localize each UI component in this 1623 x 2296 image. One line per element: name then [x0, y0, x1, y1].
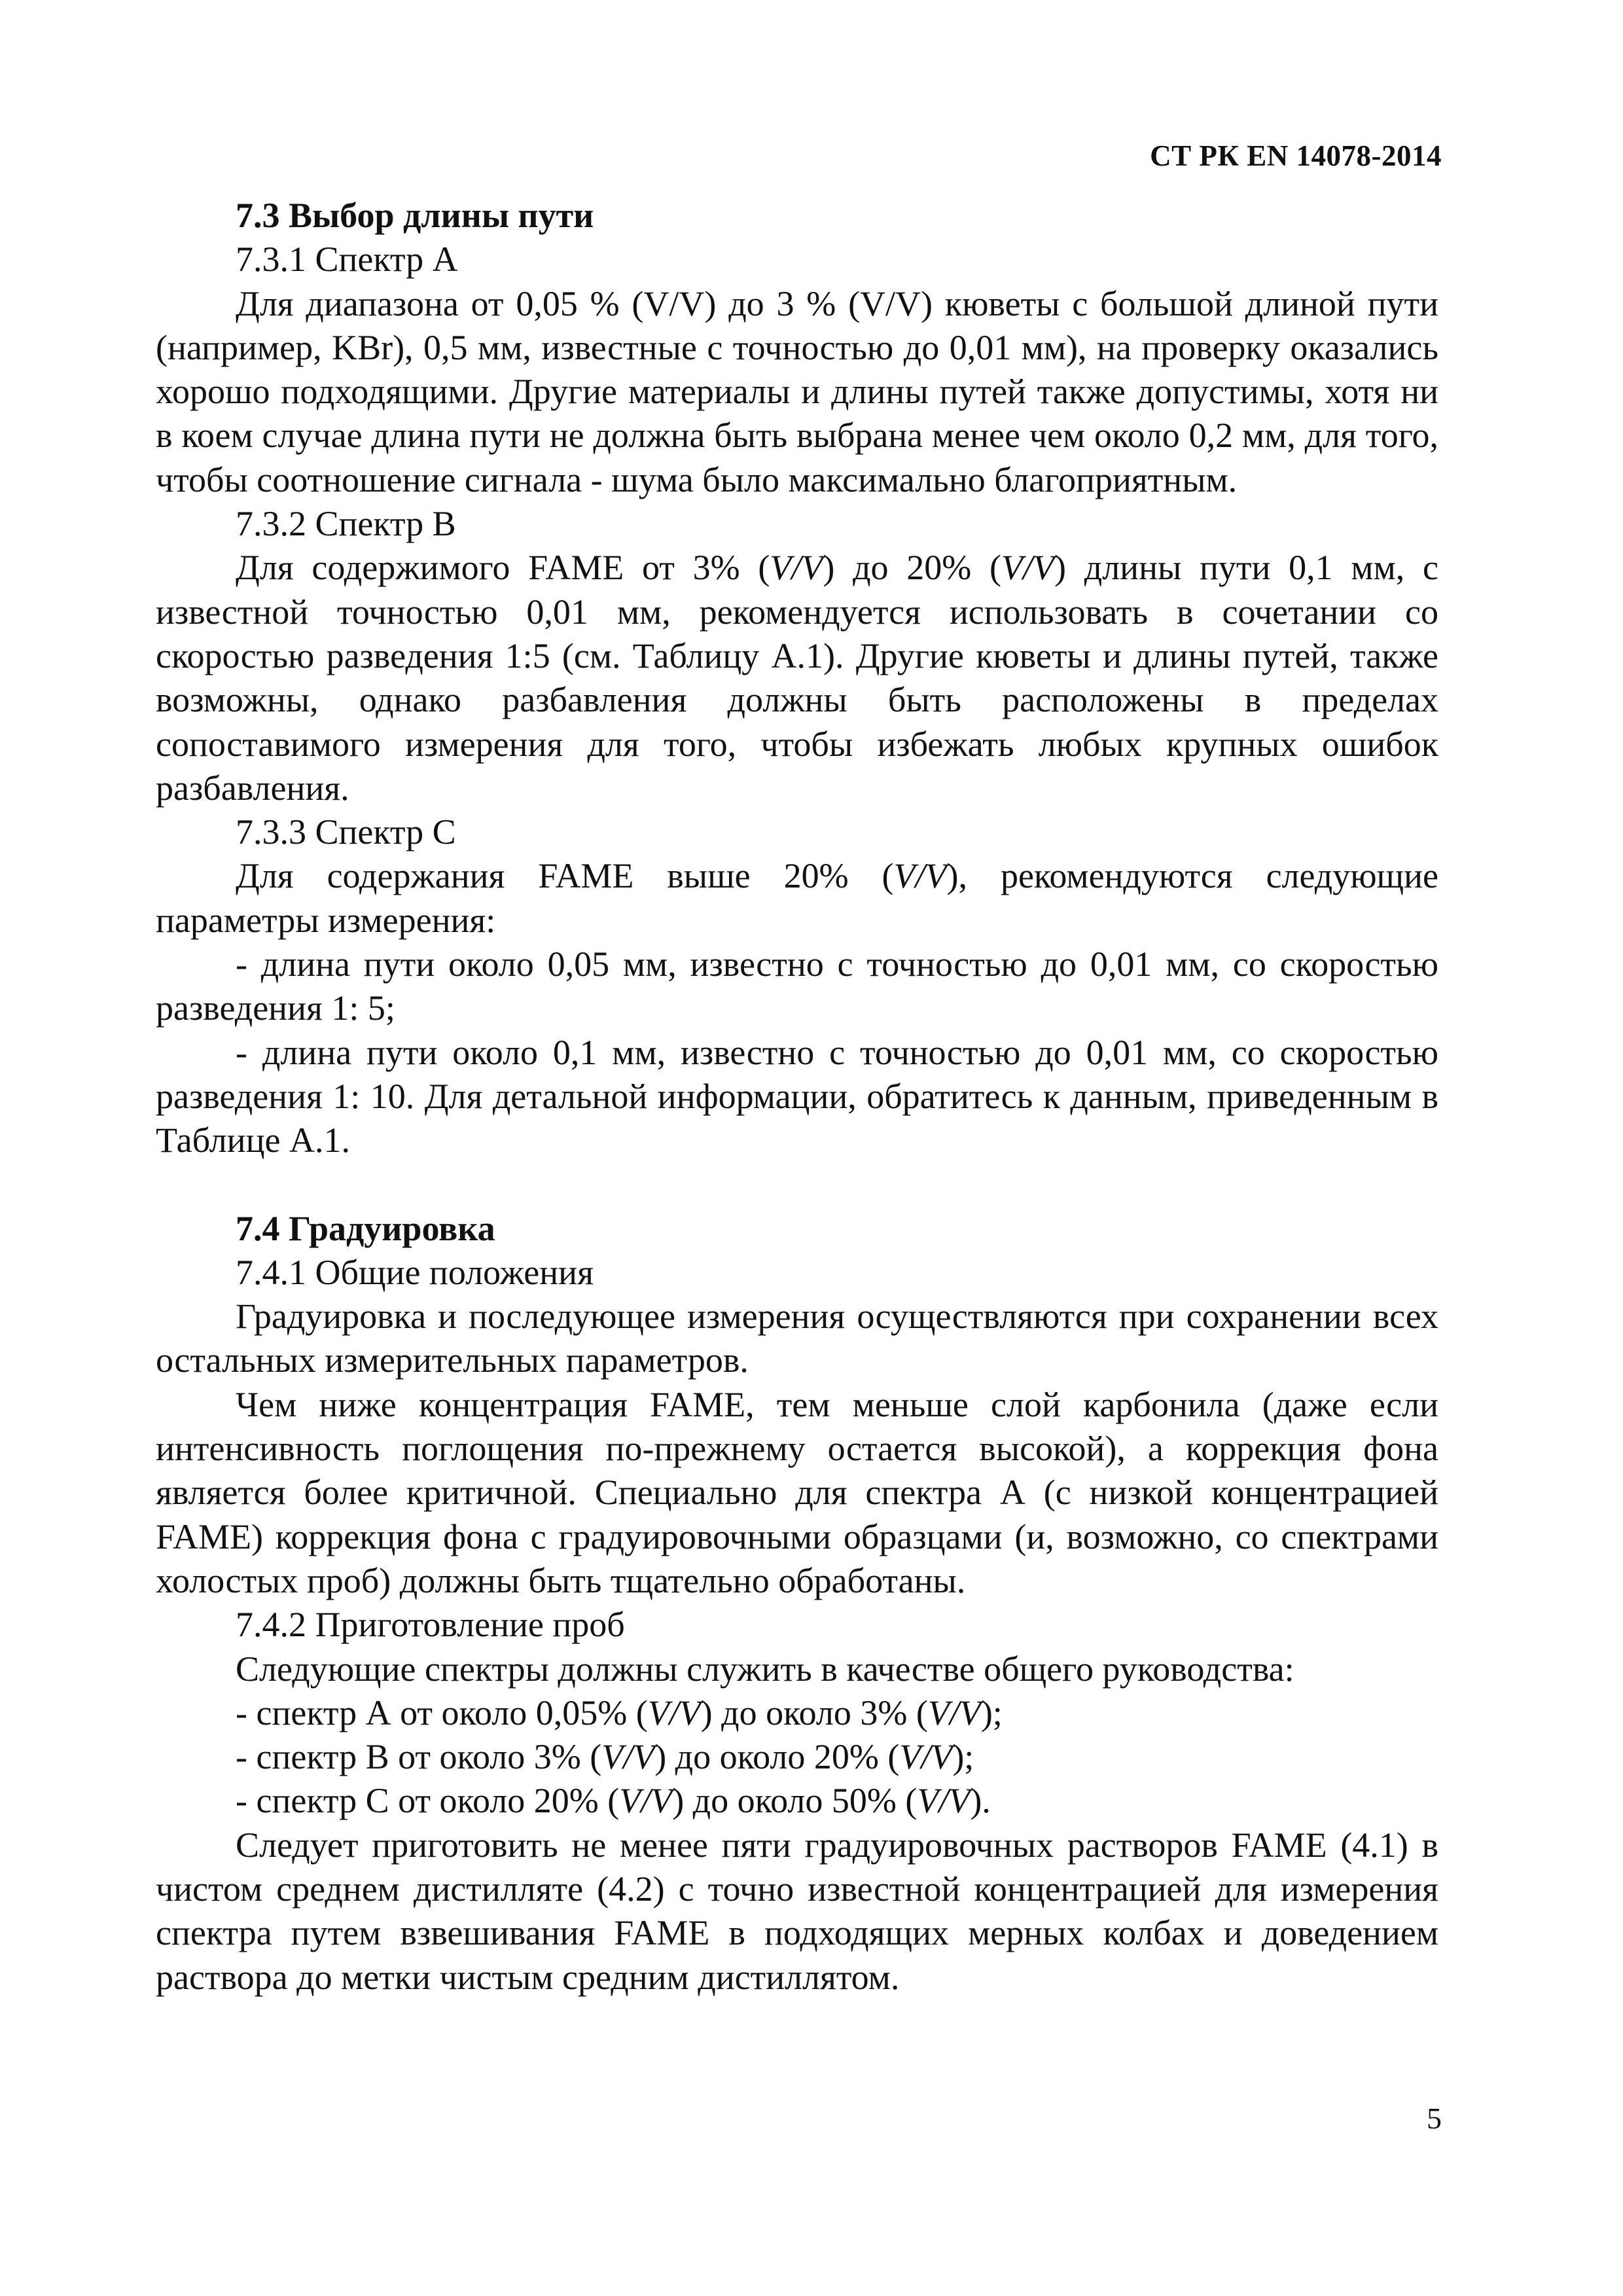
subsection-7-3-2-heading: 7.3.2 Спектр В — [236, 504, 456, 544]
preparation-list-item: - спектр С от около 20% (V/V) до около 50% (V/V). — [236, 1781, 991, 1821]
preparation-final-paragraph: Следует приготовить не менее пяти градуировочных растворов FAME (4.1) в чистом среднем дистилляте (4.2) с точно известной концентрацией для измерения спектра путем взвешивания FAME в подходящих мерных колбах и доведением раствора до метки чистым средним дистиллятом. — [156, 1825, 1438, 1997]
spectrum-b-paragraph: Для содержимого FAME от 3% (V/V) до 20% (V/V) длины пути 0,1 мм, с известной точностью 0,01 мм, рекомендуется использовать в сочетании со скоростью разведения 1:5 (см. Таблицу А.1). Другие кюветы и длины путей, также возможны, однако разбавления должны быть расположены в пределах сопоставимого измерения для того, чтобы избежать любых крупных ошибок разбавления. — [156, 548, 1439, 808]
spectrum-c-list-item: - длина пути около 0,05 мм, известно с точностью до 0,01 мм, со скоростью разведения 1: 5; — [156, 944, 1438, 1028]
preparation-list-item: - спектр А от около 0,05% (V/V) до около 3% (V/V); — [236, 1693, 1003, 1732]
section-7-3-heading: 7.3 Выбор длины пути — [236, 196, 594, 235]
preparation-list-item: - спектр В от около 3% (V/V) до около 20% (V/V); — [236, 1737, 974, 1777]
subsection-7-4-1-heading: 7.4.1 Общие положения — [236, 1252, 594, 1292]
page-number: 5 — [1427, 2102, 1442, 2135]
section-7-4-heading: 7.4 Градуировка — [236, 1208, 495, 1248]
spectrum-a-paragraph: Для диапазона от 0,05 % (V/V) до 3 % (V/V) кюветы с большой длиной пути (например, KBr), 0,5 мм, известные с точностью до 0,01 мм), на проверку оказались хорошо подходящими. Другие материалы и длины путей также допустимы, хотя ни в коем случае длина пути не должна быть выбрана менее чем около 0,2 мм, для того, чтобы соотношение сигнала - шума было максимально благоприятным. — [156, 283, 1438, 499]
subsection-7-4-2-heading: 7.4.2 Приготовление проб — [236, 1605, 625, 1645]
spectrum-c-list-item: - длина пути около 0,1 мм, известно с точностью до 0,01 мм, со скоростью разведения 1: 10. Для детальной информации, обратитесь к данным, приведенным в Таблице А.1. — [156, 1032, 1438, 1160]
general-paragraph-1: Градуировка и последующее измерения осуществляются при сохранении всех остальных измерительных параметров. — [156, 1297, 1438, 1380]
document-id-header: СТ РК EN 14078-2014 — [1150, 139, 1442, 172]
subsection-7-3-3-heading: 7.3.3 Спектр С — [236, 812, 456, 852]
subsection-7-3-1-heading: 7.3.1 Спектр А — [236, 240, 458, 279]
spectrum-c-paragraph: Для содержания FAME выше 20% (V/V), рекомендуются следующие параметры измерения: — [156, 856, 1438, 940]
section-spacer — [156, 1163, 1438, 1207]
general-paragraph-2: Чем ниже концентрация FAME, тем меньше слой карбонила (даже если интенсивность поглощения по-прежнему остается высокой), а коррекция фона является более критичной. Специально для спектра А (с низкой концентрацией FAME) коррекция фона с градуировочными образцами (и, возможно, со спектрами холостых проб) должны быть тщательно обработаны. — [156, 1384, 1438, 1600]
preparation-intro: Следующие спектры должны служить в качестве общего руководства: — [236, 1649, 1294, 1689]
page-content — [156, 194, 1438, 2000]
